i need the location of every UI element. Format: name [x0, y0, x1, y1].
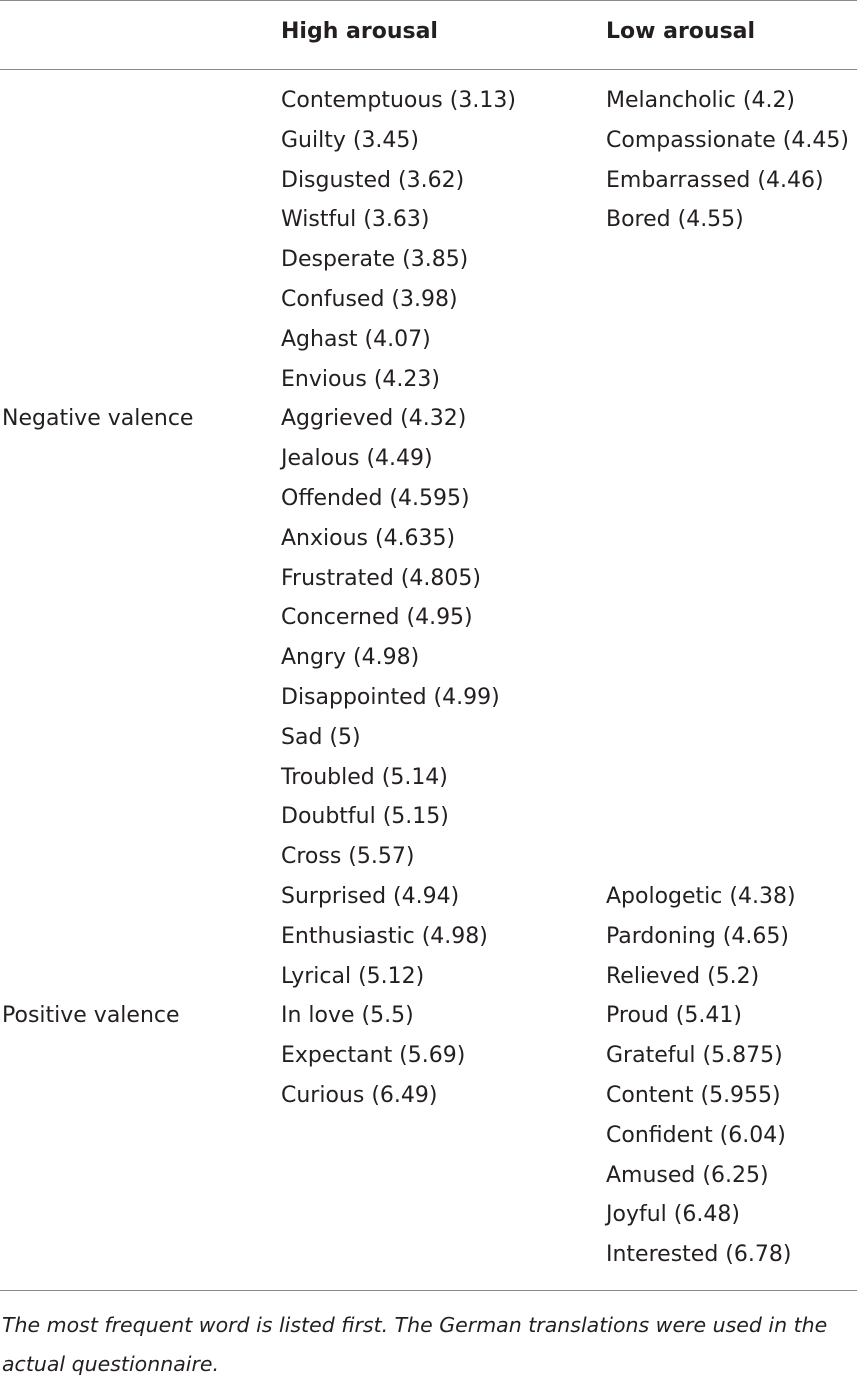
emotion-term: Angry (4.98) — [281, 645, 420, 671]
positive-high-arousal-list — [281, 877, 488, 1116]
emotion-term: Compassionate (4.45) — [606, 127, 849, 153]
row-label-positive-valence: Positive valence — [2, 1003, 180, 1028]
table-footnote: The most frequent word is listed first. The German translations were used in the actual questionnaire. — [2, 1313, 828, 1376]
positive-low-arousal-list — [606, 877, 796, 1275]
emotion-term: Anxious (4.635) — [281, 525, 456, 551]
table-top-rule — [0, 0, 857, 1]
emotion-term: Surprised (4.94) — [281, 884, 460, 909]
emotion-term: Melancholic (4.2) — [606, 88, 796, 113]
emotion-term: Lyrical (5.12) — [281, 963, 425, 989]
emotion-term: Doubtful (5.15) — [281, 804, 449, 830]
emotion-term: Sad (5) — [281, 724, 361, 750]
emotion-term: Concerned (4.95) — [281, 605, 473, 631]
emotion-term: Relieved (5.2) — [606, 963, 760, 989]
emotion-term: Wistful (3.63) — [281, 207, 430, 233]
emotion-term: Confused (3.98) — [281, 286, 458, 312]
emotion-term: Content (5.955) — [606, 1082, 781, 1108]
header-divider-rule — [0, 69, 857, 70]
header-high-arousal: High arousal — [281, 19, 438, 44]
emotion-term: Disappointed (4.99) — [281, 684, 500, 710]
table-bottom-rule — [0, 1290, 857, 1291]
emotion-term: Aghast (4.07) — [281, 326, 431, 352]
emotion-term: Amused (6.25) — [606, 1162, 769, 1188]
emotion-term: Confident (6.04) — [606, 1122, 786, 1148]
emotion-term: Guilty (3.45) — [281, 127, 420, 153]
emotion-term: Embarrassed (4.46) — [606, 167, 824, 193]
emotion-term: Offended (4.595) — [281, 485, 470, 511]
emotion-term: Joyful (6.48) — [606, 1202, 740, 1228]
header-low-arousal: Low arousal — [606, 19, 756, 44]
emotion-term: Troubled (5.14) — [281, 764, 448, 790]
emotion-term: Curious (6.49) — [281, 1082, 438, 1108]
negative-high-arousal-list — [281, 81, 516, 877]
emotion-term: Aggrieved (4.32) — [281, 406, 467, 432]
emotion-term: Envious (4.23) — [281, 366, 440, 392]
emotion-term: Bored (4.55) — [606, 207, 744, 233]
emotion-term: Contemptuous (3.13) — [281, 88, 516, 113]
emotion-term: Frustrated (4.805) — [281, 565, 481, 591]
emotion-term: Enthusiastic (4.98) — [281, 923, 488, 949]
emotion-term: Interested (6.78) — [606, 1242, 792, 1268]
row-label-negative-valence: Negative valence — [2, 406, 194, 431]
emotion-term: Disgusted (3.62) — [281, 167, 465, 193]
emotion-term: Grateful (5.875) — [606, 1043, 783, 1069]
negative-low-arousal-list — [606, 81, 849, 240]
emotion-term: Pardoning (4.65) — [606, 923, 789, 949]
emotion-term: Apologetic (4.38) — [606, 884, 796, 909]
emotion-term: Proud (5.41) — [606, 1003, 742, 1029]
emotion-term: Desperate (3.85) — [281, 247, 469, 273]
emotion-term: Cross (5.57) — [281, 844, 415, 870]
emotion-term: Expectant (5.69) — [281, 1043, 466, 1069]
emotion-term: In love (5.5) — [281, 1003, 414, 1029]
emotion-term: Jealous (4.49) — [281, 446, 433, 472]
